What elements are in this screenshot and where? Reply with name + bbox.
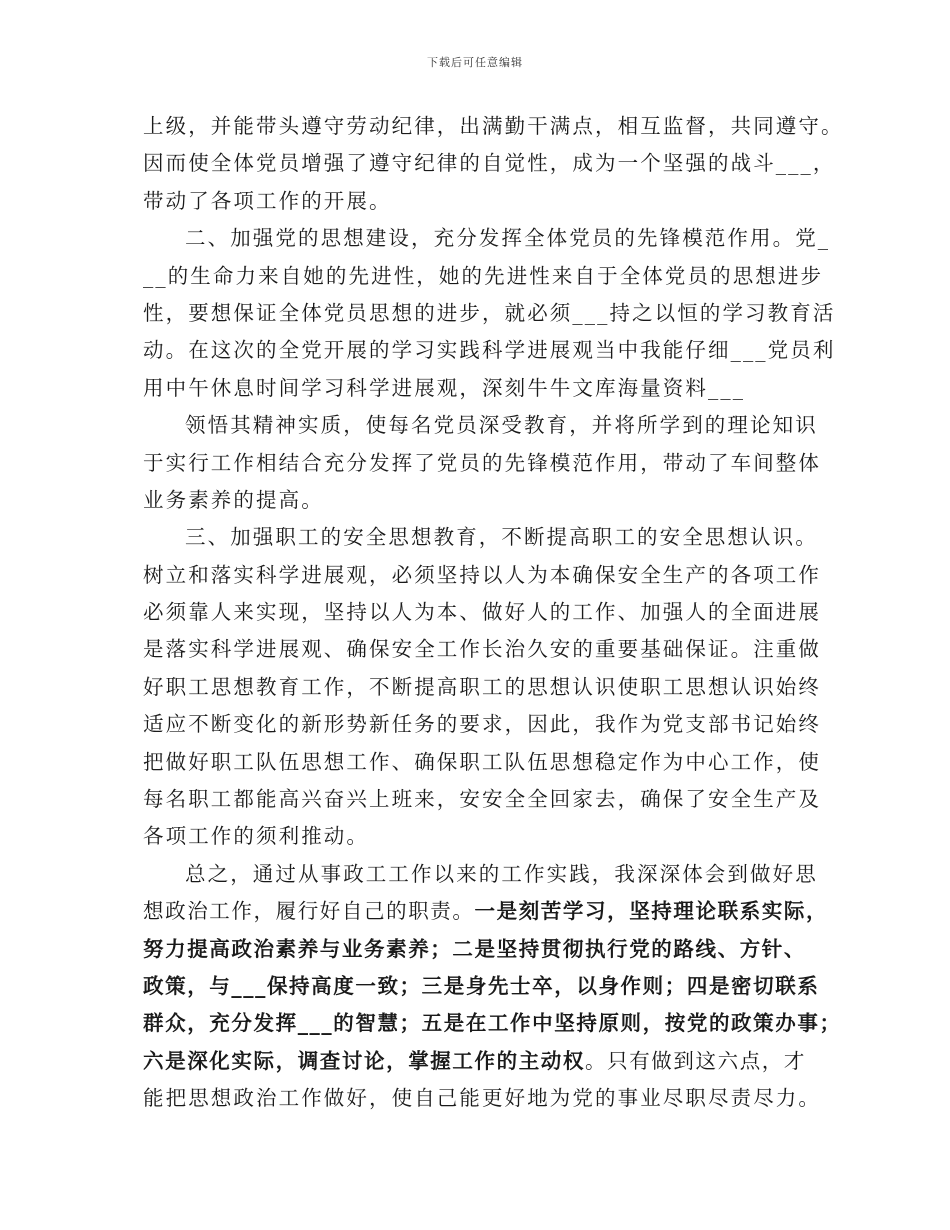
bold-text-segment: 六是深化实际，调查讨论，掌握工作的主动权 (143, 1048, 585, 1073)
text-line: 把做好职工队伍思想工作、确保职工队伍思想稳定作为中心工作，使 (143, 749, 821, 774)
text-line: 各项工作的须利推动。 (143, 824, 369, 849)
text-line: 性，要想保证全体党员思想的进步，就必须___持之以恒的学习教育活 (143, 300, 836, 325)
text-line: 是落实科学进展观、确保安全工作长治久安的重要基础保证。注重做 (143, 637, 821, 662)
text-segment: 想政治工作，履行好自己的职责。 (143, 899, 475, 924)
text-line: 于实行工作相结合充分发挥了党员的先锋模范作用，带动了车间整体 (143, 450, 821, 475)
text-line: 领悟其精神实质，使每名党员深受教育，并将所学到的理论知识 (185, 413, 818, 438)
text-line: 带动了各项工作的开展。 (143, 188, 392, 213)
text-line: 动。在这次的全党开展的学习实践科学进展观当中我能仔细___党员利 (143, 338, 836, 363)
text-line: __的生命力来自她的先进性，她的先进性来自于全体党员的思想进步 (143, 263, 824, 288)
text-line: 每名职工都能高兴奋兴上班来，安安全全回家去，确保了安全生产及 (143, 787, 821, 812)
text-segment: 。只有做到这六点，才 (585, 1048, 806, 1073)
text-line: 树立和落实科学进展观，必须坚持以人为本确保安全生产的各项工作 (143, 562, 821, 587)
text-line: 必须靠人来实现，坚持以人为本、做好人的工作、加强人的全面进展 (143, 600, 821, 625)
bold-text-line: 政策，与___保持高度一致；三是身先士卒，以身作则；四是密切联系 (143, 973, 820, 998)
text-line: 好职工思想教育工作，不断提高职工的思想认识使职工思想认识始终 (143, 674, 821, 699)
paragraph-3-heading: 三、加强职工的安全思想教育，不断提高职工的安全思想认识。 (185, 525, 818, 550)
text-line: 用中午休息时间学习科学进展观，深刻牛牛文库海量资料___ (143, 375, 746, 400)
document-body (143, 108, 844, 1118)
text-line (143, 1043, 813, 1080)
text-line: 上级，并能带头遵守劳动纪律，出满勤干满点，相互监督，共同遵守。 (143, 114, 844, 138)
conclusion-line: 总之，通过从事政工工作以来的工作实践，我深深体会到做好思 (185, 861, 818, 886)
text-line: 因而使全体党员增强了遵守纪律的自觉性，成为一个坚强的战斗___， (143, 151, 836, 176)
text-line (143, 893, 829, 930)
text-line: 能把思想政治工作做好，使自己能更好地为党的事业尽职尽责尽力。 (143, 1086, 821, 1111)
bold-text-segment: 一是刻苦学习，坚持理论联系实际， (474, 899, 829, 924)
header-note: 下载后可任意编辑 (427, 56, 523, 69)
paragraph-2-heading: 二、加强党的思想建设，充分发挥全体党员的先锋模范作用。党_ (185, 226, 831, 251)
bold-text-line: 努力提高政治素养与业务素养；二是坚持贯彻执行党的路线、方针、 (143, 936, 806, 961)
bold-text-line: 群众，充分发挥___的智慧；五是在工作中坚持原则，按党的政策办事； (143, 1011, 842, 1036)
text-line: 业务素养的提高。 (143, 487, 324, 512)
text-line: 适应不断变化的新形势新任务的要求，因此，我作为党支部书记始终 (143, 712, 821, 737)
